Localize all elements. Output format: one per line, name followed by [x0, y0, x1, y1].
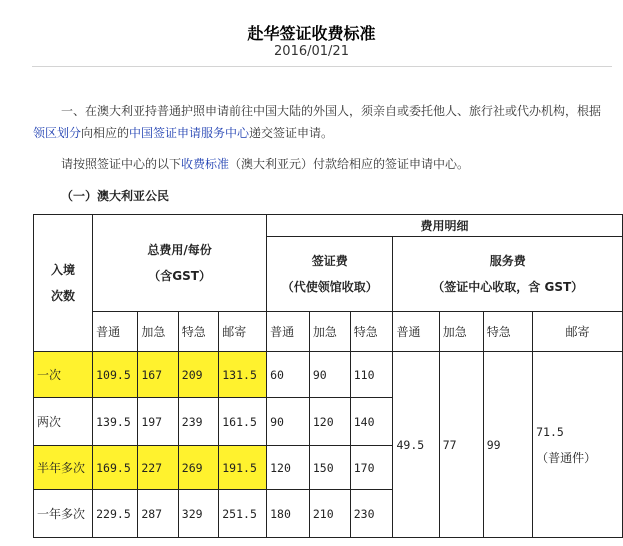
total-normal-cell: 139.5 [93, 398, 138, 446]
service-fee-header [393, 237, 623, 312]
total-mail-cell: 161.5 [219, 398, 267, 446]
fee-standard-link[interactable]: 收费标准 [181, 157, 230, 171]
section-heading: （一）澳大利亚公民 [61, 189, 170, 203]
total-express-cell: 227 [138, 446, 178, 490]
service-mail-cell [533, 352, 623, 538]
consular-district-link[interactable]: 领区划分 [33, 126, 82, 140]
title-divider [32, 66, 612, 67]
visa-normal-cell: 90 [267, 398, 310, 446]
sub-service-mail: 邮寄 [533, 312, 623, 352]
visa-normal-cell: 60 [267, 352, 310, 398]
visa-express-cell: 150 [309, 446, 350, 490]
page-title: 赴华签证收费标准 [247, 24, 376, 43]
visa-fee-header-line-1: 签证费 [311, 254, 348, 268]
total-fee-header [93, 215, 267, 312]
sub-total-normal: 普通 [93, 312, 138, 352]
entry-header-line-1: 入境 [51, 263, 76, 277]
visa-express-cell: 90 [309, 352, 350, 398]
total-express-cell: 287 [138, 490, 178, 538]
visa-urgent-cell: 110 [350, 352, 393, 398]
sub-service-express: 加急 [439, 312, 483, 352]
total-fee-header-line-1: 总费用/每份 [147, 243, 212, 257]
intro-paragraph-1 [33, 100, 613, 144]
total-express-cell: 197 [138, 398, 178, 446]
entry-type-cell: 一年多次 [34, 490, 93, 538]
visa-urgent-cell: 230 [350, 490, 393, 538]
sub-visa-express: 加急 [309, 312, 350, 352]
intro-text-1b: 向相应的 [81, 126, 130, 140]
sub-service-normal: 普通 [393, 312, 439, 352]
visa-center-link[interactable]: 中国签证申请服务中心 [129, 126, 250, 140]
sub-total-express: 加急 [138, 312, 178, 352]
total-urgent-cell: 239 [178, 398, 218, 446]
total-mail-cell: 251.5 [219, 490, 267, 538]
intro-text-1a: 一、在澳大利亚持普通护照申请前往中国大陆的外国人，须亲自或委托他人、旅行社或代办机构，根据 [61, 104, 602, 118]
total-urgent-cell: 269 [178, 446, 218, 490]
total-urgent-cell: 209 [178, 352, 218, 398]
service-express-cell: 77 [439, 352, 483, 538]
service-fee-header-line-2: （签证中心收取，含 GST） [432, 280, 584, 294]
fee-row [34, 352, 623, 398]
entry-header [34, 215, 93, 352]
sub-visa-normal: 普通 [267, 312, 310, 352]
intro-text-1c: 递交签证申请。 [249, 126, 334, 140]
total-urgent-cell: 329 [178, 490, 218, 538]
service-fee-header-line-1: 服务费 [489, 254, 526, 268]
service-urgent-cell: 99 [483, 352, 532, 538]
entry-header-line-2: 次数 [51, 289, 76, 303]
total-normal-cell: 109.5 [93, 352, 138, 398]
publish-date: 2016/01/21 [274, 44, 349, 59]
visa-express-cell: 120 [309, 398, 350, 446]
entry-type-cell: 半年多次 [34, 446, 93, 490]
visa-normal-cell: 120 [267, 446, 310, 490]
sub-total-mail: 邮寄 [219, 312, 267, 352]
total-express-cell: 167 [138, 352, 178, 398]
visa-normal-cell: 180 [267, 490, 310, 538]
intro-text-2a: 请按照签证中心的以下 [61, 157, 182, 171]
total-mail-cell: 131.5 [219, 352, 267, 398]
service-mail-value: 71.5 [536, 424, 564, 439]
visa-fee-header [267, 237, 393, 312]
entry-type-cell: 一次 [34, 352, 93, 398]
total-normal-cell: 169.5 [93, 446, 138, 490]
sub-total-urgent: 特急 [178, 312, 218, 352]
visa-urgent-cell: 170 [350, 446, 393, 490]
visa-urgent-cell: 140 [350, 398, 393, 446]
intro-paragraph-2 [33, 153, 613, 175]
total-normal-cell: 229.5 [93, 490, 138, 538]
visa-fee-header-line-2: （代使领馆收取） [281, 280, 378, 294]
sub-visa-urgent: 特急 [350, 312, 393, 352]
fee-detail-header: 费用明细 [267, 215, 623, 237]
intro-text-2b: （澳大利亚元）付款给相应的签证申请中心。 [229, 157, 470, 171]
visa-express-cell: 210 [309, 490, 350, 538]
fee-table [33, 214, 623, 538]
service-mail-note: （普通件） [536, 450, 597, 465]
total-fee-header-line-2: （含GST） [148, 269, 211, 283]
service-normal-cell: 49.5 [393, 352, 439, 538]
sub-service-urgent: 特急 [483, 312, 532, 352]
total-mail-cell: 191.5 [219, 446, 267, 490]
entry-type-cell: 两次 [34, 398, 93, 446]
